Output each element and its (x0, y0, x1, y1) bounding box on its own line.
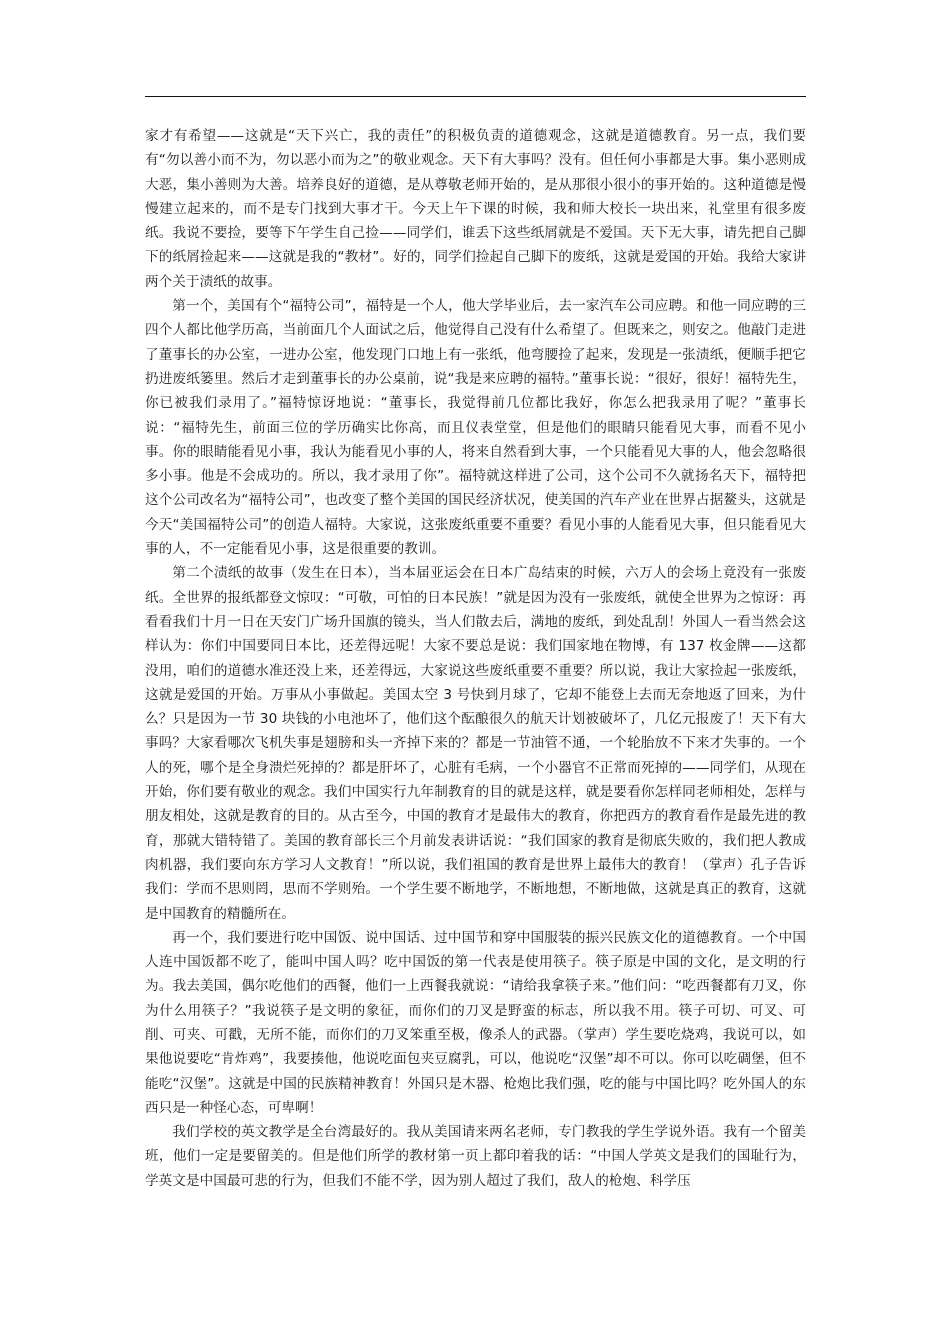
header-rule (145, 96, 806, 97)
paragraph-1: 家才有希望——这就是“天下兴亡，我的责任”的积极负责的道德观念，这就是道德教育。另一点，我们要有“勿以善小而不为，勿以恶小而为之”的敬业观念。天下有大事吗？没有。但任何小事都是大事。集小恶则成大恶，集小善则为大善。培养良好的道德，是从尊敬老师开始的，是从那很小很小的事开始的。这种道德是慢慢建立起来的，而不是专门找到大事才干。今天上午下课的时候，我和师大校长一块出来，礼堂里有很多废纸。我说不要捡，要等下午学生自己捡——同学们，谁丢下这些纸屑就是不爱国。天下无大事，请先把自己脚下的纸屑捡起来——这就是我的“教材”。好的，同学们捡起自己脚下的废纸，这就是爱国的开始。我给大家讲两个关于渍纸的故事。 (145, 128, 806, 290)
paragraph-3: 第二个渍纸的故事（发生在日本），当本届亚运会在日本广岛结束的时候，六万人的会场上竟没有一张废纸。全世界的报纸都登文惊叹：“可敬，可怕的日本民族！”就是因为没有一张废纸，就使全世界为之惊讶：再看看我们十月一日在天安门广场升国旗的镜头，当人们散去后，满地的废纸，到处乱刮！外国人一看当然会这样认为：你们中国要同日本比，还差得远呢！大家不要总是说：我们国家地在物博，有 137 枚金牌——这都没用，咱们的道德水准还没上来，还差得远，大家说这些废纸重要不重要？所以说，我让大家捡起一张废纸，这就是爱国的开始。万事从小事做起。美国太空 3 号快到月球了，它却不能登上去而无奈地返了回来，为什么？只是因为一节 30 块钱的小电池坏了，他们这个酝酿很久的航天计划被破坏了，几亿元报废了！天下有大事吗？大家看哪次飞机失事是翅膀和头一齐掉下来的？都是一节油管不通，一个轮胎放不下来才失事的。一个人的死，哪个是全身溃烂死掉的？都是肝坏了，心脏有毛病，一个小器官不正常而死掉的——同学们，从现在开始，你们要有敬业的观念。我们中国实行九年制教育的目的就是这样，就是要看你怎样同老师相处，怎样与朋友相处，这就是教育的目的。从古至今，中国的教育才是最伟大的教育，你把西方的教育看作是最先进的教育，那就大错特错了。美国的教育部长三个月前发表讲话说：“我们国家的教育是彻底失败的，我们把人教成肉机器，我们要向东方学习人文教育！”所以说，我们祖国的教育是世界上最伟大的教育！（掌声）孔子告诉我们：学而不思则罔，思而不学则殆。一个学生要不断地学，不断地想，不断地做，这就是真正的教育，这就是中国教育的精髓所在。 (145, 565, 806, 922)
body-text (145, 124, 806, 1193)
paragraph-5: 我们学校的英文教学是全台湾最好的。我从美国请来两名老师，专门教我的学生学说外语。我有一个留美班，他们一定是要留美的。但是他们所学的教材第一页上都印着我的话：“中国人学英文是我们的国耻行为，学英文是中国最可悲的行为，但我们不能不学，因为别人超过了我们，敌人的枪炮、科学压 (145, 1124, 806, 1189)
paragraph-2: 第一个，美国有个“福特公司”，福特是一个人，他大学毕业后，去一家汽车公司应聘。和他一同应聘的三四个人都比他学历高，当前面几个人面试之后，他觉得自己没有什么希望了。但既来之，则安之。他敲门走进了董事长的办公室，一进办公室，他发现门口地上有一张纸，他弯腰捡了起来，发现是一张渍纸，便顺手把它扔进废纸篓里。然后才走到董事长的办公桌前，说“我是来应聘的福特。”董事长说：“很好，很好！福特先生，你已被我们录用了。”福特惊讶地说：“董事长，我觉得前几位都比我好，你怎么把我录用了呢？”董事长说：“福特先生，前面三位的学历确实比你高，而且仪表堂堂，但是他们的眼睛只能看见大事，而看不见小事。你的眼睛能看见小事，我认为能看见小事的人，将来自然看到大事，一个只能看见大事的人，他会忽略很多小事。他是不会成功的。所以，我才录用了你”。福特就这样进了公司，这个公司不久就扬名天下，福特把这个公司改名为“福特公司”，也改变了整个美国的国民经济状况，使美国的汽车产业在世界占据鳌头，这就是今天“美国福特公司”的创造人福特。大家说，这张废纸重要不重要？看见小事的人能看见大事，但只能看见大事的人，不一定能看见小事，这是很重要的教训。 (145, 298, 806, 558)
paragraph-4: 再一个，我们要进行吃中国饭、说中国话、过中国节和穿中国服装的振兴民族文化的道德教育。一个中国人连中国饭都不吃了，能叫中国人吗？吃中国饭的第一代表是使用筷子。筷子原是中国的文化，是文明的行为。我去美国，偶尔吃他们的西餐，他们一上西餐我就说：“请给我拿筷子来。”他们问：“吃西餐都有刀叉，你为什么用筷子？”我说筷子是文明的象征，而你们的刀叉是野蛮的标志，所以我不用。筷子可切、可叉、可削、可夹、可戳，无所不能，而你们的刀叉笨重至极，像杀人的武器。（掌声）学生要吃烧鸡，我说可以，如果他说要吃“肯炸鸡”，我要揍他，他说吃面包夹豆腐乳，可以，他说吃“汉堡”却不可以。你可以吃碉堡，但不能吃“汉堡”。这就是中国的民族精神教育！外国只是木器、枪炮比我们强，吃的能与中国比吗？吃外国人的东西只是一种怪心态，可卑啊！ (145, 929, 806, 1116)
